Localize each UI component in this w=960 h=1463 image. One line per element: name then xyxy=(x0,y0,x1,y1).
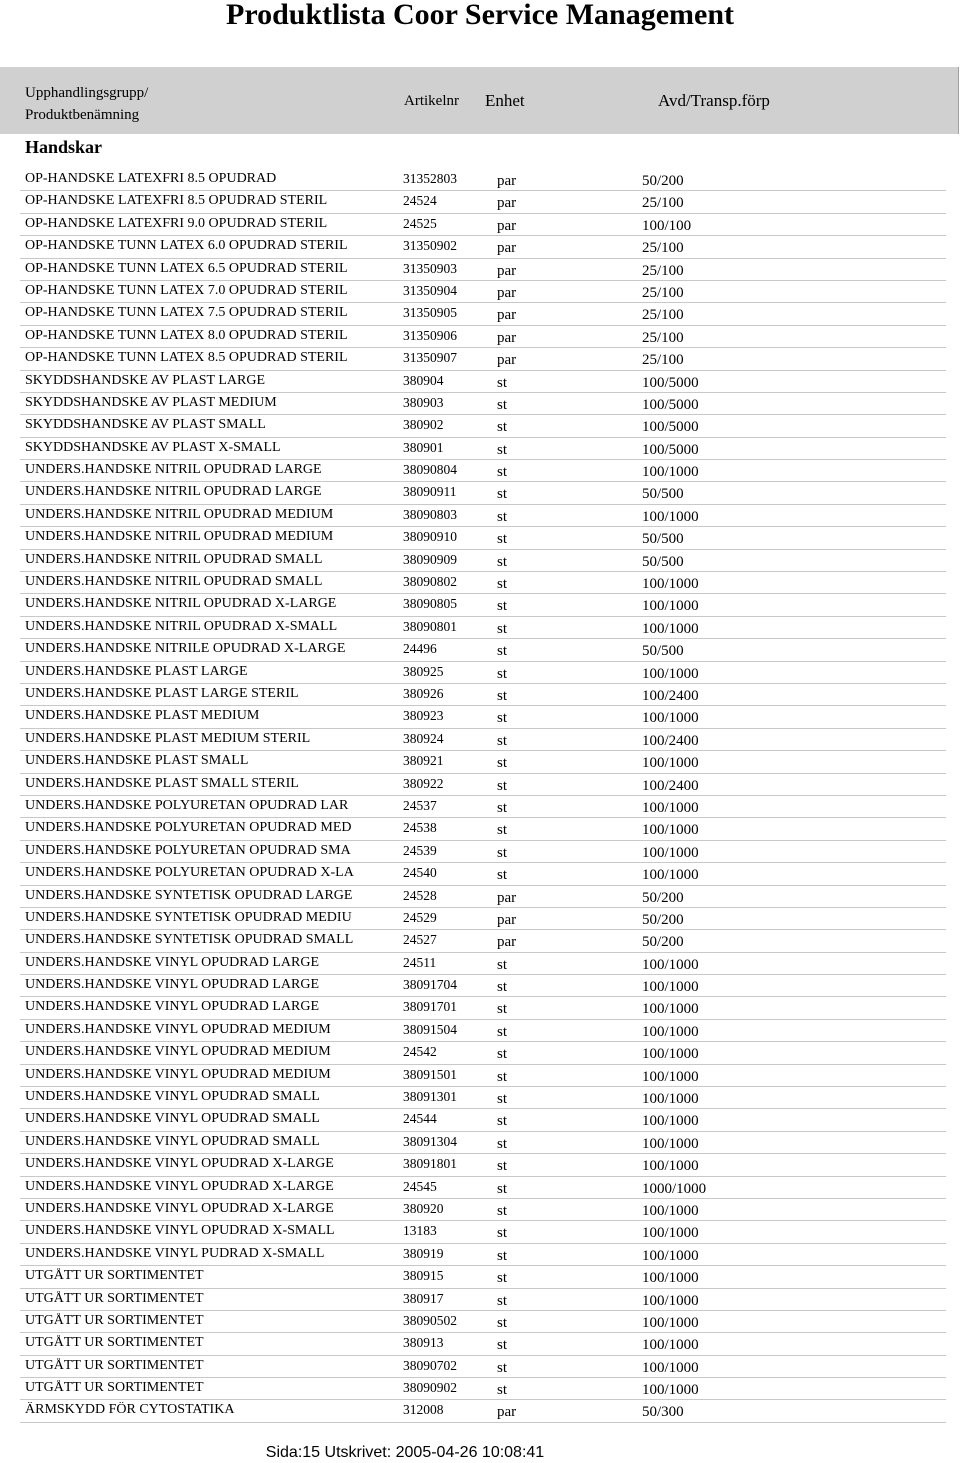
table-row xyxy=(20,1087,946,1109)
table-row xyxy=(20,482,946,504)
avd-cell: 100/1000 xyxy=(642,710,699,727)
avd-cell: 25/100 xyxy=(642,329,684,346)
product-name-cell: UNDERS.HANDSKE PLAST MEDIUM xyxy=(25,708,260,724)
product-name-cell: UNDERS.HANDSKE PLAST SMALL STERIL xyxy=(25,775,299,791)
unit-cell: st xyxy=(497,1314,508,1331)
unit-cell: par xyxy=(497,284,517,301)
table-row xyxy=(20,684,946,706)
avd-cell: 25/100 xyxy=(642,240,684,257)
unit-cell: st xyxy=(497,1225,508,1242)
table-row xyxy=(20,975,946,997)
table-row xyxy=(20,1154,946,1176)
table-row xyxy=(20,1221,946,1243)
table-row xyxy=(20,1289,946,1311)
avd-cell: 100/1000 xyxy=(642,1247,699,1264)
product-name-cell: SKYDDSHANDSKE AV PLAST MEDIUM xyxy=(25,394,277,410)
avd-cell: 50/300 xyxy=(642,1404,684,1421)
avd-cell: 25/100 xyxy=(642,307,684,324)
article-number-cell: 38090702 xyxy=(403,1357,457,1373)
table-row xyxy=(20,550,946,572)
table-row xyxy=(20,527,946,549)
product-name-cell: UNDERS.HANDSKE VINYL OPUDRAD LARGE xyxy=(25,954,320,970)
article-number-cell: 380901 xyxy=(403,439,444,455)
avd-cell: 50/500 xyxy=(642,531,684,548)
unit-cell: st xyxy=(497,553,508,570)
table-row xyxy=(20,796,946,818)
table-row xyxy=(20,505,946,527)
unit-cell: st xyxy=(497,777,508,794)
table-row xyxy=(20,303,946,325)
article-number-cell: 24544 xyxy=(403,1111,437,1127)
article-number-cell: 31350903 xyxy=(403,260,457,276)
table-row xyxy=(20,572,946,594)
avd-cell: 100/1000 xyxy=(642,1091,699,1108)
product-name-cell: OP-HANDSKE TUNN LATEX 6.5 OPUDRAD STERIL xyxy=(25,260,348,276)
product-name-cell: UNDERS.HANDSKE SYNTETISK OPUDRAD MEDIU xyxy=(25,909,352,925)
table-row xyxy=(20,594,946,616)
product-name-cell: SKYDDSHANDSKE AV PLAST SMALL xyxy=(25,417,266,433)
unit-cell: st xyxy=(497,1001,508,1018)
article-number-cell: 31350906 xyxy=(403,327,457,343)
avd-cell: 100/1000 xyxy=(642,620,699,637)
article-number-cell: 38091701 xyxy=(403,999,457,1015)
avd-cell: 25/100 xyxy=(642,262,684,279)
avd-cell: 100/1000 xyxy=(642,979,699,996)
product-name-cell: UNDERS.HANDSKE NITRIL OPUDRAD SMALL xyxy=(25,574,323,590)
product-name-cell: OP-HANDSKE TUNN LATEX 8.5 OPUDRAD STERIL xyxy=(25,350,348,366)
unit-cell: par xyxy=(497,173,517,189)
avd-cell: 100/1000 xyxy=(642,508,699,525)
article-number-cell: 13183 xyxy=(403,1223,437,1239)
unit-cell: st xyxy=(497,867,508,884)
product-name-cell: UNDERS.HANDSKE POLYURETAN OPUDRAD X-LA xyxy=(25,865,354,881)
product-name-cell: UNDERS.HANDSKE PLAST SMALL xyxy=(25,753,249,769)
product-name-cell: UNDERS.HANDSKE NITRIL OPUDRAD MEDIUM xyxy=(25,506,334,522)
avd-cell: 100/1000 xyxy=(642,1359,699,1376)
product-name-cell: UNDERS.HANDSKE VINYL PUDRAD X-SMALL xyxy=(25,1245,325,1261)
page-footer: Sida:15 Utskrivet: 2005-04-26 10:08:41 xyxy=(265,1444,545,1461)
article-number-cell: 38090804 xyxy=(403,462,457,478)
product-name-cell: UNDERS.HANDSKE NITRIL OPUDRAD X-SMALL xyxy=(25,618,338,634)
table-row xyxy=(20,236,946,258)
product-name-cell: UNDERS.HANDSKE VINYL OPUDRAD X-LARGE xyxy=(25,1156,334,1172)
unit-cell: st xyxy=(497,799,508,816)
avd-cell: 100/2400 xyxy=(642,687,699,704)
avd-cell: 100/5000 xyxy=(642,441,699,458)
product-name-cell: UNDERS.HANDSKE NITRIL OPUDRAD LARGE xyxy=(25,462,322,478)
unit-cell: st xyxy=(497,1382,508,1399)
product-name-cell: UNDERS.HANDSKE NITRIL OPUDRAD MEDIUM xyxy=(25,529,334,545)
avd-cell: 100/1000 xyxy=(642,576,699,593)
unit-cell: par xyxy=(497,217,517,234)
article-number-cell: 24537 xyxy=(403,797,437,813)
article-number-cell: 380921 xyxy=(403,753,444,769)
unit-cell: st xyxy=(497,620,508,637)
unit-cell: st xyxy=(497,665,508,682)
avd-cell: 100/1000 xyxy=(642,844,699,861)
table-row xyxy=(20,908,946,930)
unit-column-header: Enhet xyxy=(485,91,525,110)
table-row xyxy=(20,1378,946,1400)
unit-cell: st xyxy=(497,732,508,749)
article-number-cell: 24545 xyxy=(403,1178,437,1194)
product-name-cell: UTGÅTT UR SORTIMENTET xyxy=(25,1268,204,1284)
article-number-cell: 380920 xyxy=(403,1200,444,1216)
product-name-cell: UTGÅTT UR SORTIMENTET xyxy=(25,1357,204,1373)
unit-cell: st xyxy=(497,1270,508,1287)
article-number-cell: 38090911 xyxy=(403,484,457,500)
avd-cell: 100/1000 xyxy=(642,822,699,839)
table-row xyxy=(20,662,946,684)
product-name-cell: UTGÅTT UR SORTIMENTET xyxy=(25,1312,204,1328)
table-row xyxy=(20,348,946,370)
article-number-cell: 380922 xyxy=(403,775,444,791)
unit-cell: st xyxy=(497,1091,508,1108)
unit-cell: st xyxy=(497,508,508,525)
avd-cell: 100/100 xyxy=(642,217,692,234)
avd-cell: 100/1000 xyxy=(642,1292,699,1309)
product-name-cell: UNDERS.HANDSKE SYNTETISK OPUDRAD LARGE xyxy=(25,887,353,903)
table-row xyxy=(20,1244,946,1266)
table-row xyxy=(20,259,946,281)
table-row xyxy=(20,1333,946,1355)
unit-cell: st xyxy=(497,464,508,481)
product-name-cell: OP-HANDSKE LATEXFRI 8.5 OPUDRAD xyxy=(25,171,277,186)
table-row xyxy=(20,1132,946,1154)
article-number-cell: 24496 xyxy=(403,641,437,657)
article-number-cell: 24542 xyxy=(403,1044,437,1060)
table-row xyxy=(20,214,946,236)
table-row xyxy=(20,1177,946,1199)
table-row xyxy=(20,191,946,213)
unit-cell: st xyxy=(497,1046,508,1063)
table-row xyxy=(20,706,946,728)
article-number-cell: 31352803 xyxy=(403,171,457,186)
avd-cell: 100/5000 xyxy=(642,396,699,413)
product-name-cell: UNDERS.HANDSKE PLAST MEDIUM STERIL xyxy=(25,730,311,746)
product-name-cell: OP-HANDSKE TUNN LATEX 6.0 OPUDRAD STERIL xyxy=(25,238,348,254)
unit-cell: st xyxy=(497,598,508,615)
avd-cell: 25/100 xyxy=(642,352,684,369)
unit-cell: par xyxy=(497,352,517,369)
product-name-cell: UNDERS.HANDSKE NITRILE OPUDRAD X-LARGE xyxy=(25,641,346,657)
table-row xyxy=(20,1109,946,1131)
avd-cell: 50/500 xyxy=(642,486,684,503)
avd-cell: 50/200 xyxy=(642,889,684,906)
article-number-cell: 380926 xyxy=(403,685,444,701)
article-number-cell: 38090801 xyxy=(403,618,457,634)
table-row xyxy=(20,438,946,460)
unit-cell: st xyxy=(497,1023,508,1040)
page-title: Produktlista Coor Service Management xyxy=(226,0,734,31)
avd-cell: 100/1000 xyxy=(642,1225,699,1242)
article-number-cell: 24527 xyxy=(403,932,437,948)
product-name-cell: UNDERS.HANDSKE VINYL OPUDRAD X-SMALL xyxy=(25,1223,335,1239)
table-row xyxy=(20,1266,946,1288)
product-name-cell: UNDERS.HANDSKE VINYL OPUDRAD MEDIUM xyxy=(25,1066,331,1082)
table-row xyxy=(20,1065,946,1087)
unit-cell: st xyxy=(497,396,508,413)
table-row xyxy=(20,169,946,191)
unit-cell: st xyxy=(497,1292,508,1309)
avd-cell: 100/1000 xyxy=(642,598,699,615)
unit-cell: st xyxy=(497,1158,508,1175)
avd-cell: 100/1000 xyxy=(642,1158,699,1175)
article-number-cell: 38090803 xyxy=(403,506,457,522)
article-number-cell: 380923 xyxy=(403,708,444,724)
product-name-cell: UTGÅTT UR SORTIMENTET xyxy=(25,1290,204,1306)
avd-cell: 100/2400 xyxy=(642,732,699,749)
article-number-cell: 312008 xyxy=(403,1402,444,1418)
table-header xyxy=(0,67,959,134)
avd-cell: 50/200 xyxy=(642,911,684,928)
article-number-cell: 24528 xyxy=(403,887,437,903)
article-number-cell: 31350905 xyxy=(403,305,457,321)
table-row xyxy=(20,1042,946,1064)
unit-cell: st xyxy=(497,441,508,458)
product-name-cell: ÄRMSKYDD FÖR CYTOSTATIKA xyxy=(25,1402,235,1418)
product-name-cell: UTGÅTT UR SORTIMENTET xyxy=(25,1380,204,1396)
article-number-cell: 380925 xyxy=(403,663,444,679)
table-row xyxy=(20,1356,946,1378)
table-row xyxy=(20,415,946,437)
article-number-cell: 380919 xyxy=(403,1245,444,1261)
table-row xyxy=(20,930,946,952)
avd-column-header: Avd/Transp.förp xyxy=(658,91,770,110)
product-name-cell: UNDERS.HANDSKE VINYL OPUDRAD X-LARGE xyxy=(25,1178,334,1194)
unit-cell: st xyxy=(497,1135,508,1152)
table-row xyxy=(20,886,946,908)
avd-cell: 100/1000 xyxy=(642,799,699,816)
article-number-cell: 31350902 xyxy=(403,238,457,254)
table-row xyxy=(20,774,946,796)
avd-cell: 100/5000 xyxy=(642,419,699,436)
avd-cell: 100/1000 xyxy=(642,665,699,682)
avd-cell: 100/1000 xyxy=(642,1046,699,1063)
unit-cell: par xyxy=(497,240,517,257)
article-number-cell: 24538 xyxy=(403,820,437,836)
article-number-cell: 38090805 xyxy=(403,596,457,612)
product-name-cell: UNDERS.HANDSKE POLYURETAN OPUDRAD MED xyxy=(25,820,352,836)
product-table xyxy=(0,169,960,1423)
article-number-cell: 38091704 xyxy=(403,977,457,993)
unit-cell: st xyxy=(497,1113,508,1130)
avd-cell: 1000/1000 xyxy=(642,1180,707,1197)
avd-cell: 100/1000 xyxy=(642,1337,699,1354)
unit-cell: par xyxy=(497,262,517,279)
table-row xyxy=(20,1020,946,1042)
product-name-cell: UNDERS.HANDSKE VINYL OPUDRAD SMALL xyxy=(25,1133,320,1149)
table-row xyxy=(20,639,946,661)
unit-cell: st xyxy=(497,643,508,660)
table-row xyxy=(20,1311,946,1333)
product-name-cell: OP-HANDSKE LATEXFRI 8.5 OPUDRAD STERIL xyxy=(25,193,328,209)
article-number-cell: 38091504 xyxy=(403,1021,457,1037)
unit-cell: st xyxy=(497,710,508,727)
avd-cell: 100/1000 xyxy=(642,1023,699,1040)
table-row xyxy=(20,751,946,773)
unit-cell: par xyxy=(497,889,517,906)
table-row xyxy=(20,281,946,303)
unit-cell: st xyxy=(497,1180,508,1197)
unit-cell: par xyxy=(497,307,517,324)
product-name-cell: OP-HANDSKE TUNN LATEX 7.5 OPUDRAD STERIL xyxy=(25,305,348,321)
product-name-cell: UNDERS.HANDSKE POLYURETAN OPUDRAD SMA xyxy=(25,842,351,858)
article-number-cell: 380913 xyxy=(403,1335,444,1351)
article-number-cell: 31350907 xyxy=(403,350,457,366)
avd-cell: 50/500 xyxy=(642,553,684,570)
table-row xyxy=(20,326,946,348)
article-number-cell: 380924 xyxy=(403,730,444,746)
product-name-cell: UNDERS.HANDSKE PLAST LARGE STERIL xyxy=(25,685,299,701)
article-number-cell: 31350904 xyxy=(403,282,457,298)
unit-cell: par xyxy=(497,1404,517,1421)
avd-cell: 25/100 xyxy=(642,284,684,301)
unit-cell: st xyxy=(497,1202,508,1219)
product-name-cell: OP-HANDSKE LATEXFRI 9.0 OPUDRAD STERIL xyxy=(25,215,328,231)
avd-cell: 50/500 xyxy=(642,643,684,660)
article-number-cell: 24511 xyxy=(403,954,437,970)
article-number-cell: 24524 xyxy=(403,193,437,209)
article-number-cell: 38091301 xyxy=(403,1089,457,1105)
product-name-cell: SKYDDSHANDSKE AV PLAST X-SMALL xyxy=(25,439,281,455)
product-name-cell: UNDERS.HANDSKE NITRIL OPUDRAD SMALL xyxy=(25,551,323,567)
table-row xyxy=(20,863,946,885)
product-name-cell: UNDERS.HANDSKE VINYL OPUDRAD MEDIUM xyxy=(25,1021,331,1037)
table-row xyxy=(20,460,946,482)
article-number-cell: 380915 xyxy=(403,1268,444,1284)
product-name-cell: UNDERS.HANDSKE NITRIL OPUDRAD LARGE xyxy=(25,484,322,500)
table-row xyxy=(20,393,946,415)
product-name-cell: UNDERS.HANDSKE VINYL OPUDRAD LARGE xyxy=(25,999,320,1015)
article-number-cell: 38091304 xyxy=(403,1133,457,1149)
table-row xyxy=(20,617,946,639)
avd-cell: 100/1000 xyxy=(642,464,699,481)
article-number-cell: 38090802 xyxy=(403,574,457,590)
avd-cell: 100/1000 xyxy=(642,1314,699,1331)
unit-cell: st xyxy=(497,531,508,548)
product-name-cell: SKYDDSHANDSKE AV PLAST LARGE xyxy=(25,372,265,388)
product-name-cell: UNDERS.HANDSKE VINYL OPUDRAD LARGE xyxy=(25,977,320,993)
avd-cell: 100/1000 xyxy=(642,755,699,772)
table-row xyxy=(20,997,946,1019)
avd-cell: 100/1000 xyxy=(642,1270,699,1287)
product-name-cell: UNDERS.HANDSKE NITRIL OPUDRAD X-LARGE xyxy=(25,596,337,612)
product-name-cell: OP-HANDSKE TUNN LATEX 7.0 OPUDRAD STERIL xyxy=(25,282,348,298)
unit-cell: st xyxy=(497,1247,508,1264)
unit-cell: st xyxy=(497,822,508,839)
product-column-header xyxy=(25,82,148,126)
product-name-cell: UNDERS.HANDSKE PLAST LARGE xyxy=(25,663,248,679)
avd-cell: 100/2400 xyxy=(642,777,699,794)
product-name-cell: UNDERS.HANDSKE VINYL OPUDRAD X-LARGE xyxy=(25,1200,334,1216)
table-row xyxy=(20,953,946,975)
avd-cell: 100/1000 xyxy=(642,1001,699,1018)
avd-cell: 25/100 xyxy=(642,195,684,212)
avd-cell: 100/5000 xyxy=(642,374,699,391)
article-number-cell: 38090910 xyxy=(403,529,457,545)
product-name-cell: OP-HANDSKE TUNN LATEX 8.0 OPUDRAD STERIL xyxy=(25,327,348,343)
product-name-cell: UNDERS.HANDSKE POLYURETAN OPUDRAD LAR xyxy=(25,797,349,813)
article-number-cell: 38090909 xyxy=(403,551,457,567)
article-number-cell: 380903 xyxy=(403,394,444,410)
avd-cell: 100/1000 xyxy=(642,1068,699,1085)
unit-cell: par xyxy=(497,911,517,928)
product-name-cell: UNDERS.HANDSKE VINYL OPUDRAD MEDIUM xyxy=(25,1044,331,1060)
unit-cell: st xyxy=(497,956,508,973)
unit-cell: st xyxy=(497,1068,508,1085)
unit-cell: par xyxy=(497,329,517,346)
product-name-cell: UNDERS.HANDSKE VINYL OPUDRAD SMALL xyxy=(25,1111,320,1127)
table-row xyxy=(20,841,946,863)
group-heading: Handskar xyxy=(25,137,103,157)
avd-cell: 100/1000 xyxy=(642,956,699,973)
article-number-cell: 24540 xyxy=(403,865,437,881)
unit-cell: st xyxy=(497,844,508,861)
unit-cell: st xyxy=(497,419,508,436)
article-number-cell: 38091801 xyxy=(403,1156,457,1172)
article-number-cell: 380917 xyxy=(403,1290,444,1306)
avd-cell: 100/1000 xyxy=(642,1135,699,1152)
unit-cell: st xyxy=(497,687,508,704)
article-number-cell: 380904 xyxy=(403,372,444,388)
product-header-line1: Upphandlingsgrupp/ xyxy=(25,85,149,101)
article-number-cell: 38090902 xyxy=(403,1380,457,1396)
unit-cell: st xyxy=(497,755,508,772)
avd-cell: 100/1000 xyxy=(642,867,699,884)
product-header-line2: Produktbenämning xyxy=(25,107,140,123)
avd-cell: 100/1000 xyxy=(642,1382,699,1399)
unit-cell: st xyxy=(497,1359,508,1376)
table-row xyxy=(20,371,946,393)
avd-cell: 50/200 xyxy=(642,173,684,189)
unit-cell: st xyxy=(497,1337,508,1354)
table-row xyxy=(20,1199,946,1221)
table-row xyxy=(20,1400,946,1422)
article-number-cell: 24529 xyxy=(403,909,437,925)
article-number-cell: 38091501 xyxy=(403,1066,457,1082)
unit-cell: st xyxy=(497,576,508,593)
unit-cell: par xyxy=(497,934,517,951)
article-number-cell: 38090502 xyxy=(403,1312,457,1328)
article-number-cell: 24539 xyxy=(403,842,437,858)
product-name-cell: UNDERS.HANDSKE VINYL OPUDRAD SMALL xyxy=(25,1089,320,1105)
article-column-header: Artikelnr xyxy=(404,93,459,109)
table-row xyxy=(20,729,946,751)
unit-cell: st xyxy=(497,979,508,996)
unit-cell: st xyxy=(497,486,508,503)
article-number-cell: 380902 xyxy=(403,417,444,433)
avd-cell: 50/200 xyxy=(642,934,684,951)
product-name-cell: UNDERS.HANDSKE SYNTETISK OPUDRAD SMALL xyxy=(25,932,354,948)
avd-cell: 100/1000 xyxy=(642,1113,699,1130)
table-row xyxy=(20,818,946,840)
unit-cell: par xyxy=(497,195,517,212)
article-number-cell: 24525 xyxy=(403,215,437,231)
unit-cell: st xyxy=(497,374,508,391)
avd-cell: 100/1000 xyxy=(642,1202,699,1219)
product-name-cell: UTGÅTT UR SORTIMENTET xyxy=(25,1335,204,1351)
